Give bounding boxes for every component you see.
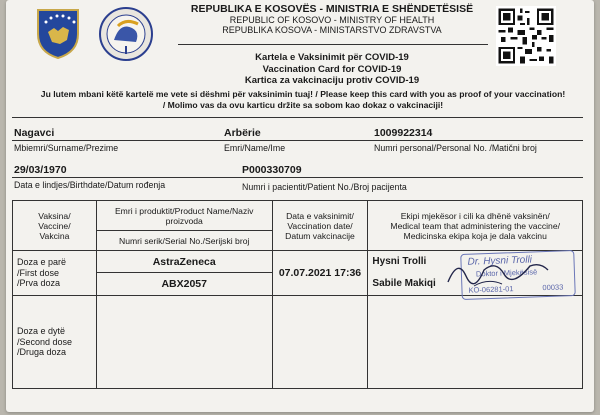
surname-value: Nagavci — [14, 127, 55, 139]
second-dose-product — [96, 296, 272, 389]
first-dose-date: 07.07.2021 17:36 — [272, 251, 368, 296]
table-header-row — [13, 201, 583, 231]
title-en: Vaccination Card for COVID-19 — [262, 63, 402, 75]
first-dose-product: AstraZeneca — [96, 251, 272, 273]
header-line-2: REPUBLIC OF KOSOVO - MINISTRY OF HEALTH — [229, 14, 435, 25]
product-header-line: Emri i produktit/Product Name/Naziv — [114, 205, 254, 216]
row2-divider — [12, 177, 583, 178]
vaccine-header-line: Vakcina — [39, 230, 70, 241]
vaccine-header-line: Vaccine/ — [38, 220, 71, 231]
header-divider — [178, 44, 488, 45]
serial-header-cell: Numri serik/Serial No./Serijski broj — [96, 231, 272, 251]
notice-line-1: Ju lutem mbani këtë kartelë me vete si dëshmi për vaksinimin tuaj! / Please keep this card with you as proof of your vaccination! — [40, 89, 566, 99]
date-header-line: Datum vakcinacije — [285, 230, 355, 241]
team-member-1: Hysni Trolli — [372, 256, 427, 267]
first-dose-serial: ABX2057 — [96, 273, 272, 296]
header-line-3: REPUBLIKA KOSOVA - MINISTARSTVO ZDRAVSTVA — [222, 25, 442, 35]
surname-label: Mbiemri/Surname/Prezime — [14, 143, 119, 153]
second-dose-date — [272, 296, 368, 389]
notice-text — [20, 89, 586, 111]
patient-no-label: Numri i pacientit/Patient No./Broj pacijenta — [242, 182, 407, 192]
birthdate-value: 29/03/1970 — [14, 164, 67, 176]
first-dose-label-line: /Prva doza — [17, 278, 61, 289]
vaccine-header-line: Vaksina/ — [38, 210, 71, 221]
second-dose-label-line: /Druga doza — [17, 347, 67, 358]
second-dose-label-line: Doza e dytë — [17, 326, 66, 337]
title-sr: Kartica za vakcinaciju protiv COVID-19 — [244, 75, 420, 86]
stamp-number: 00033 — [542, 282, 564, 293]
name-value: Arbërie — [224, 127, 261, 139]
stamp-doctor-name: Dr. Hysni Trolli — [467, 254, 533, 268]
second-dose-team — [368, 296, 583, 389]
stamp-code: KO-06281-01 — [468, 284, 514, 295]
card-titles — [182, 52, 482, 87]
team-header-line: Ekipi mjekësor i cili ka dhënë vaksinën/ — [400, 210, 550, 221]
row1-divider — [12, 140, 583, 141]
patient-no-value: P000330709 — [242, 164, 302, 176]
kosovo-coat-of-arms-icon — [36, 8, 80, 60]
date-header-line: Vaccination date/ — [287, 220, 353, 231]
team-header-line: Medicinska ekipa koja je dala vakcinu — [403, 230, 547, 241]
signature-icon — [444, 252, 554, 292]
ministry-header — [182, 4, 482, 36]
title-sq: Kartela e Vaksinimit për COVID-19 — [255, 52, 409, 63]
team-header-line: Medical team that administering the vaccine/ — [390, 220, 560, 231]
date-header-line: Data e vaksinimit/ — [286, 210, 354, 221]
ministry-of-health-logo-icon — [96, 6, 156, 62]
team-header-cell — [368, 201, 583, 251]
first-dose-label — [13, 251, 97, 296]
product-header-cell — [96, 201, 272, 231]
birthdate-label: Data e lindjes/Birthdate/Datum rođenja — [14, 180, 166, 190]
second-dose-row — [13, 296, 583, 389]
date-header-cell — [272, 201, 368, 251]
qr-code-icon — [496, 6, 556, 66]
team-member-2: Sabile Makiqi — [372, 278, 436, 289]
notice-divider — [12, 117, 583, 118]
vaccine-header-cell — [13, 201, 97, 251]
product-header-line: proizvoda — [165, 215, 203, 226]
second-dose-label-line: /Second dose — [17, 336, 73, 347]
first-dose-label-line: Doza e parë — [17, 257, 67, 268]
second-dose-label — [13, 296, 97, 389]
stamp-doctor-title: Doktor i Mjekësisë — [475, 267, 538, 279]
header-line-1: REPUBLIKA E KOSOVËS - MINISTRIA E SHËNDETËSISË — [190, 3, 474, 15]
personal-no-label: Numri personal/Personal No. /Matični broj — [374, 143, 537, 153]
personal-no-value: 1009922314 — [374, 127, 433, 139]
notice-line-2: / Molimo vas da ovu karticu držite sa sobom kao dokaz o vakcinaciji! — [162, 100, 444, 110]
first-dose-label-line: /First dose — [17, 267, 60, 278]
name-label: Emri/Name/Ime — [224, 143, 286, 153]
vaccination-card — [6, 0, 594, 412]
